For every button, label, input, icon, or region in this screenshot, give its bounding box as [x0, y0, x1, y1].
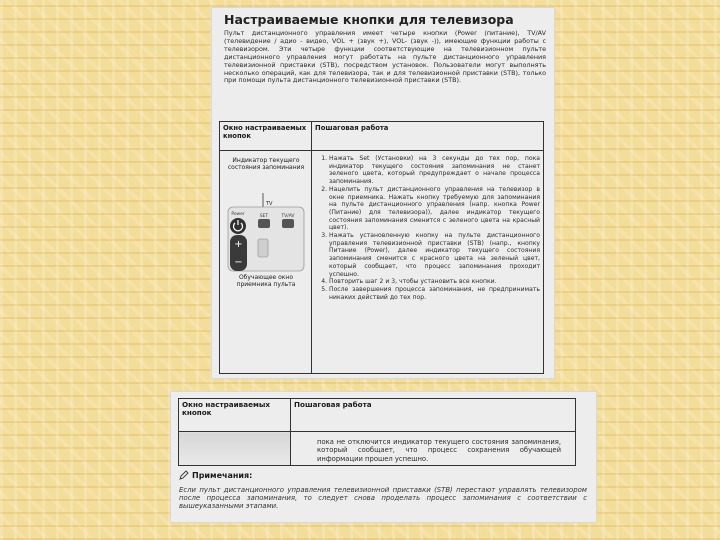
step-item: 3. Нажать установленную кнопку на пульте дистанционного управления телевизионной приставки (STB) (напр., кнопку Питание (Power), далее индикатор текущего состояния запоминания сменится с красного цвета на зеленый цвет, который сообщает, что процесс запоминания проходит успешно. [329, 232, 540, 278]
column-header-buttons: Окно настраиваемых кнопок [179, 399, 291, 432]
instructions-table [219, 121, 544, 374]
volume-up-icon: + [234, 239, 243, 250]
learning-window-label: Обучающее окно приемника пульта [236, 274, 296, 288]
set-label: SET [259, 214, 269, 219]
document-page-2 [171, 392, 596, 522]
remote-illustration-cell [220, 151, 312, 374]
steps-list [315, 153, 540, 301]
pen-icon [179, 470, 189, 480]
receiver-window [258, 239, 268, 257]
step-item: 5. После завершения процесса запоминания, не предпринимать никаких действий до тех пор. [329, 286, 540, 301]
note-title: Примечания: [192, 470, 253, 480]
tv-indicator-label: TV [266, 201, 273, 207]
power-label: Power [231, 212, 245, 217]
set-button[interactable] [258, 219, 270, 228]
column-header-steps: Пошаговая работа [291, 399, 576, 432]
note-text: Если пульт дистанционного управления телевизионной приставки (STB) перестают управлять телевизором после процесса запоминания, то следует снова проделать процесс запоминания с соответствии с вышеуказанными этапами. [179, 486, 587, 511]
empty-illustration-cell [179, 432, 291, 466]
steps-cell [312, 151, 544, 374]
page-title: Настраиваемые кнопки для телевизора [224, 12, 514, 27]
tvav-label: TV/AV [281, 214, 295, 219]
note-heading [179, 470, 252, 480]
tvav-button[interactable] [282, 219, 294, 228]
intro-paragraph: Пульт дистанционного управления имеет четыре кнопки (Power (питание), TV/AV (телевидение / адио - видео, VOL + (звук +), VOL- (звук -)), имеющие функции работы с телевизором. Эти четыре функции соответствующие на телевизионном пульте дистанционного управления могут работать на пульте дистанционного управления телевизионной приставки (STB), посредством установок. Пользователи могут выполнять несколько операций, как для телевизора, так и для телевизионной приставки (STB), только при помощи пульта дистанционного телевизионной приставки (STB). [224, 29, 546, 85]
continuation-text: пока не отключится индикатор текущего состояния запоминания, который сообщает, что процесс сохранения обучающей информации прошел успешно. [291, 432, 576, 466]
indicator-label: Индикатор текущего состояния запоминания [227, 157, 305, 171]
remote-control-illustration [226, 193, 306, 273]
continuation-table [178, 398, 576, 466]
step-item: 4. Повторить шаг 2 и 3, чтобы установить все кнопки. [329, 278, 540, 286]
volume-down-icon: − [234, 257, 243, 268]
step-item: 2. Нацелить пульт дистанционного управления на телевизор в окне приемника. Нажать кнопку требуемую для запоминания на пульте дистанционного управления (напр. кнопка Power (Питание) для телевизора)), далее индикатор текущего состояния запоминания сменится с зеленого цвета на красный цвет). [329, 186, 540, 232]
column-header-buttons: Окно настраиваемых кнопок [220, 122, 312, 151]
document-page-1 [212, 8, 554, 378]
column-header-steps: Пошаговая работа [312, 122, 544, 151]
step-item: 1. Нажать Set (Установки) на 3 секунды до тех пор, пока индикатор текущего состояния запоминания не станет зеленого цвета, который предупреждает о начале процесса запоминания. [329, 155, 540, 186]
